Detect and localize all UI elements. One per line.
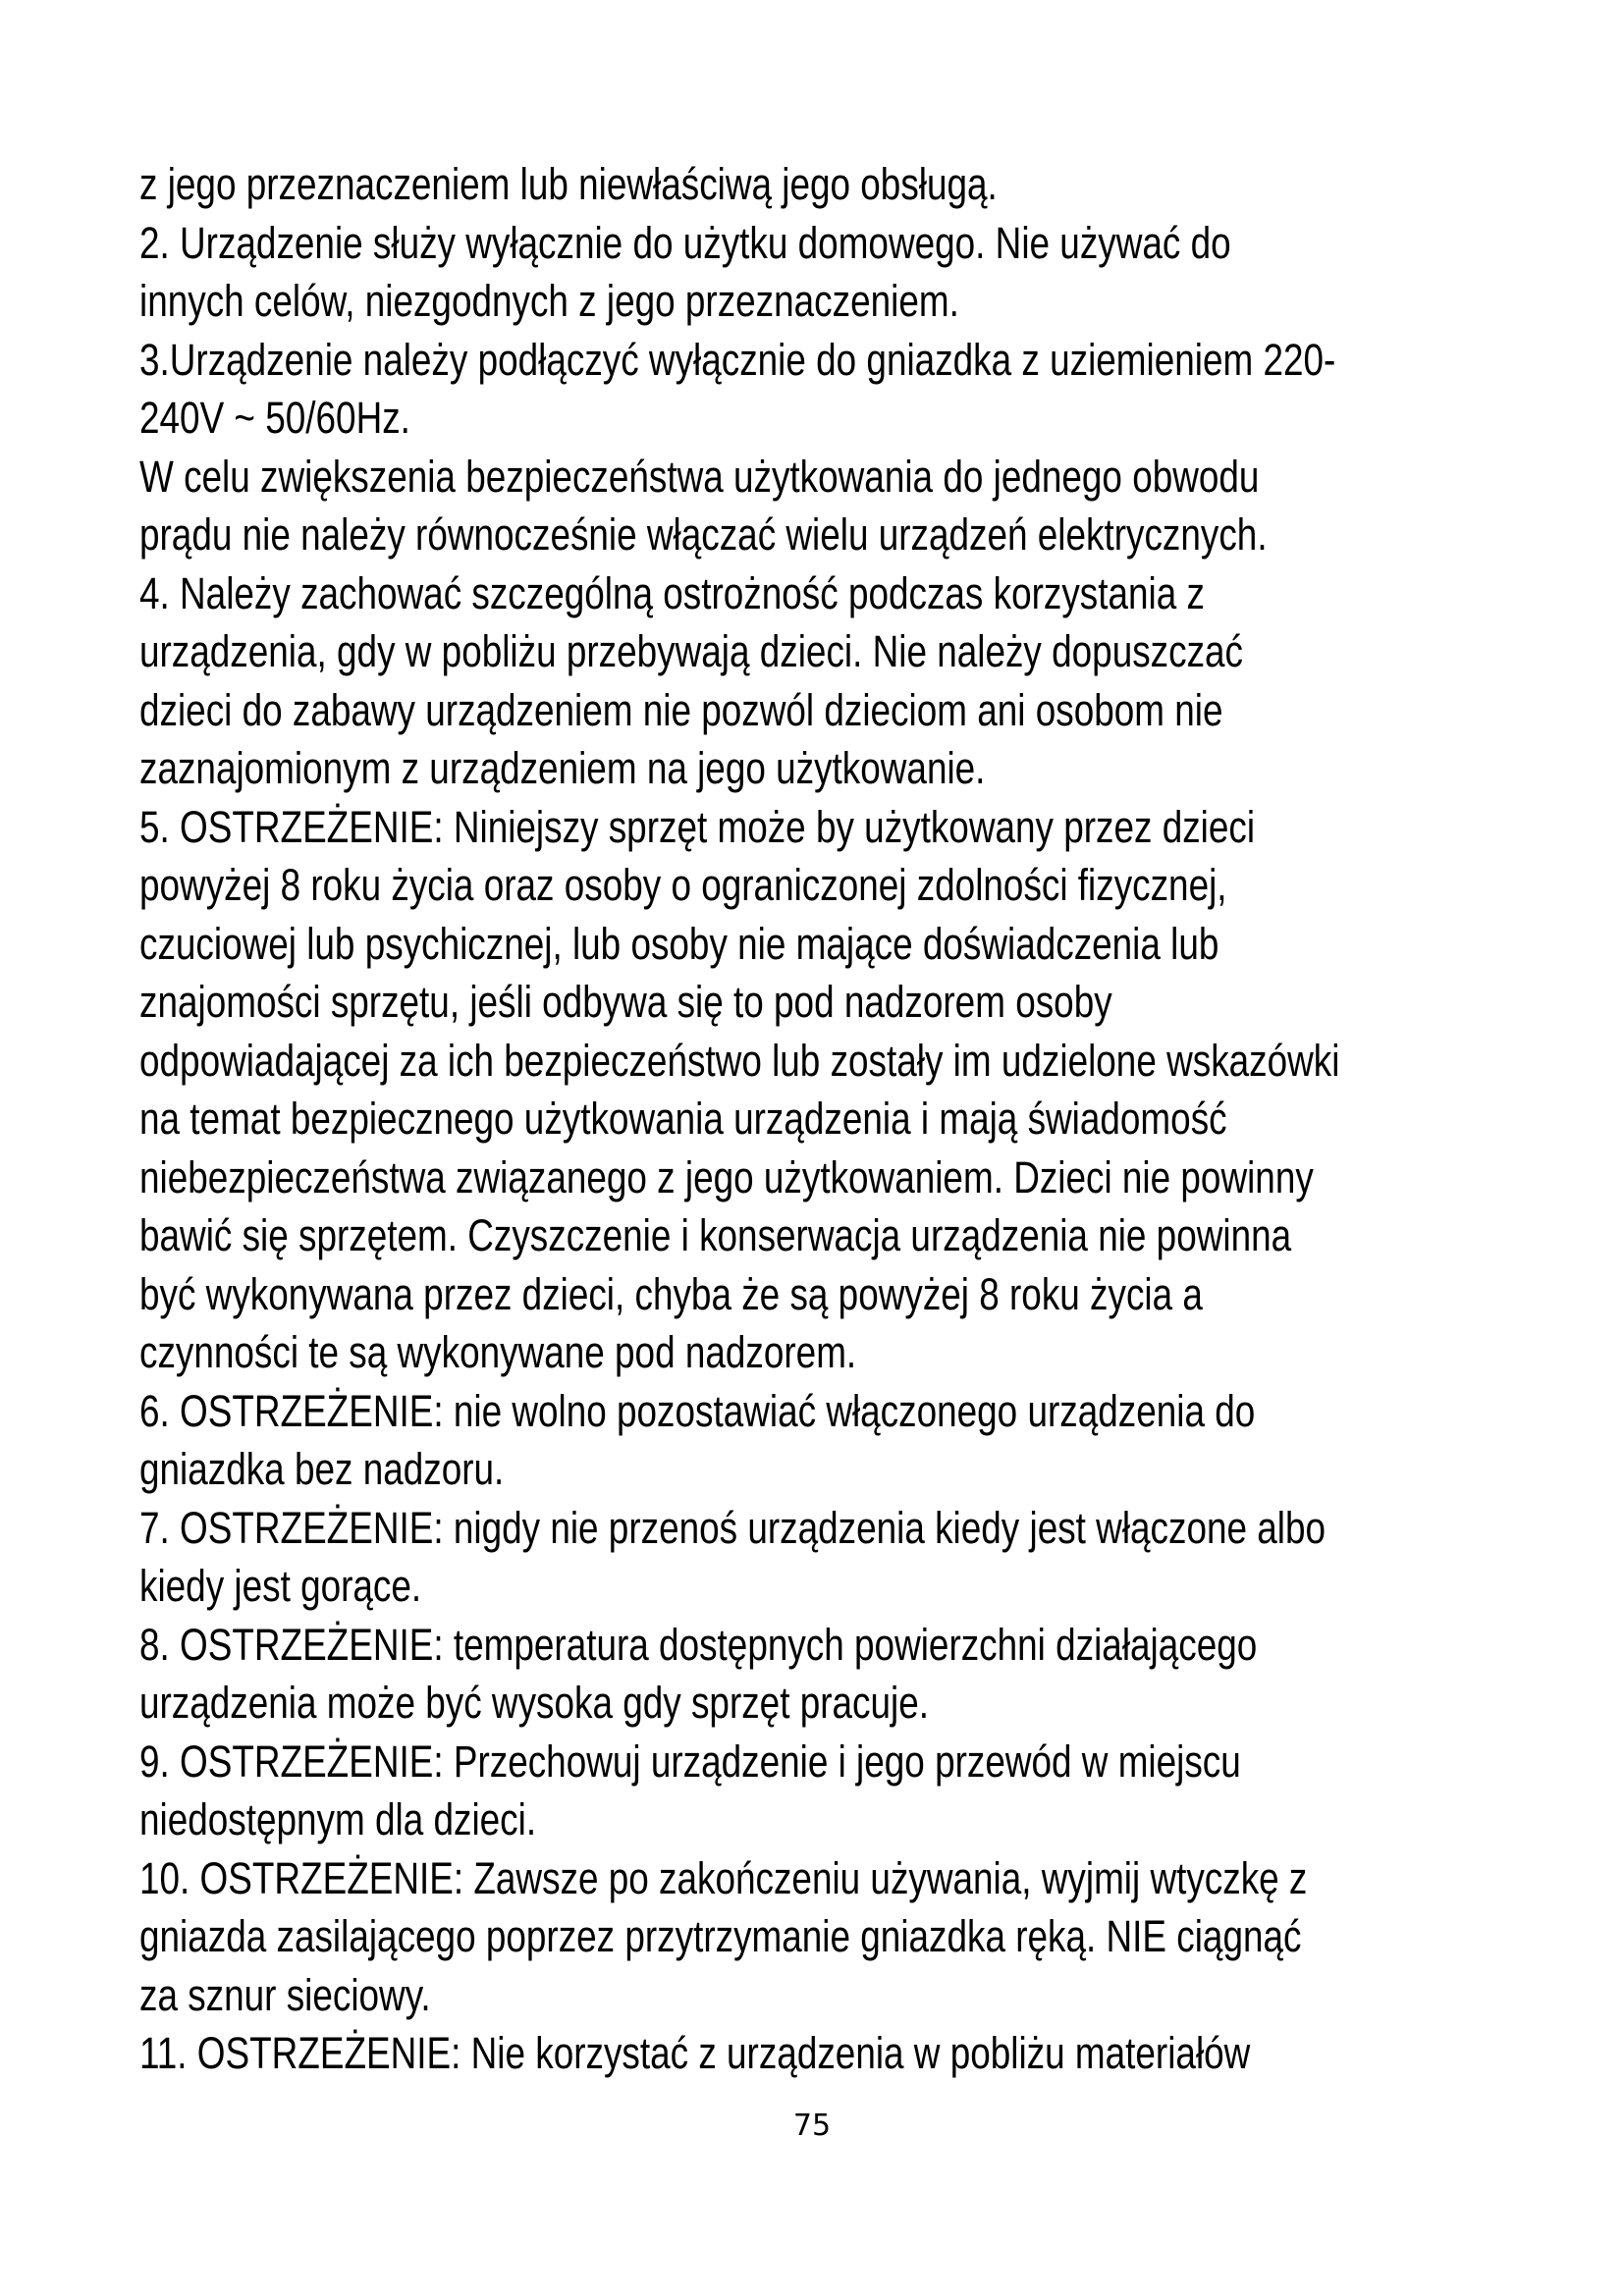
text-line: niebezpieczeństwa związanego z jego użytkowaniem. Dzieci nie powinny [139, 1151, 1314, 1202]
text-line: dzieci do zabawy urządzeniem nie pozwól dzieciom ani osobom nie [139, 684, 1223, 735]
text-line: 5. OSTRZEŻENIE: Niniejszy sprzęt może by użytkowany przez dzieci [139, 801, 1256, 852]
page-number: 75 [792, 2109, 832, 2143]
text-line: 8. OSTRZEŻENIE: temperatura dostępnych powierzchni działającego [139, 1619, 1258, 1670]
body-text [139, 155, 1553, 2083]
text-line: kiedy jest gorące. [139, 1561, 422, 1611]
text-line: prądu nie należy równocześnie włączać wielu urządzeń elektrycznych. [139, 509, 1268, 560]
text-line: 11. OSTRZEŻENIE: Nie korzystać z urządzenia w pobliżu materiałów [139, 2028, 1251, 2078]
text-line: za sznur sieciowy. [139, 1969, 431, 2020]
text-line: bawić się sprzętem. Czyszczenie i konserwacja urządzenia nie powinna [139, 1210, 1292, 1260]
text-line: gniazda zasilającego poprzez przytrzymanie gniazdka ręką. NIE ciągnąć [139, 1911, 1302, 1961]
text-line: z jego przeznaczeniem lub niewłaściwą jego obsługą. [139, 159, 998, 209]
text-line: niedostępnym dla dzieci. [139, 1794, 537, 1844]
text-line: 3.Urządzenie należy podłączyć wyłącznie do gniazdka z uziemieniem 220- [139, 334, 1336, 385]
text-line: 6. OSTRZEŻENIE: nie wolno pozostawiać włączonego urządzenia do [139, 1385, 1256, 1436]
text-line: 240V ~ 50/60Hz. [139, 393, 410, 443]
text-line: powyżej 8 roku życia oraz osoby o ograniczonej zdolności fizycznej, [139, 860, 1227, 910]
text-line: 10. OSTRZEŻENIE: Zawsze po zakończeniu używania, wyjmij wtyczkę z [139, 1852, 1308, 1903]
text-line: odpowiadającej za ich bezpieczeństwo lub zostały im udzielone wskazówki [139, 1035, 1340, 1086]
text-line: urządzenia, gdy w pobliżu przebywają dzieci. Nie należy dopuszczać [139, 626, 1244, 676]
text-line: gniazdka bez nadzoru. [139, 1444, 505, 1494]
text-line: innych celów, niezgodnych z jego przeznaczeniem. [139, 276, 959, 326]
text-line: 9. OSTRZEŻENIE: Przechowuj urządzenie i jego przewód w miejscu [139, 1735, 1241, 1787]
text-line: na temat bezpiecznego użytkowania urządzenia i mają świadomość [139, 1094, 1227, 1144]
text-line: urządzenia może być wysoka gdy sprzęt pracuje. [139, 1678, 929, 1728]
text-line: 7. OSTRZEŻENIE: nigdy nie przenoś urządzenia kiedy jest włączone albo [139, 1502, 1326, 1553]
text-line: zaznajomionym z urządzeniem na jego użytkowanie. [139, 743, 986, 793]
text-line: 4. Należy zachować szczególną ostrożność podczas korzystania z [139, 567, 1205, 618]
text-line: czuciowej lub psychicznej, lub osoby nie mające doświadczenia lub [139, 918, 1219, 969]
text-line: czynności te są wykonywane pod nadzorem. [139, 1327, 857, 1377]
text-line: 2. Urządzenie służy wyłącznie do użytku domowego. Nie używać do [139, 217, 1231, 268]
text-line: znajomości sprzętu, jeśli odbywa się to pod nadzorem osoby [139, 977, 1112, 1027]
text-line: być wykonywana przez dzieci, chyba że są powyżej 8 roku życia a [139, 1268, 1203, 1319]
text-line: W celu zwiększenia bezpieczeństwa użytkowania do jednego obwodu [139, 451, 1260, 502]
